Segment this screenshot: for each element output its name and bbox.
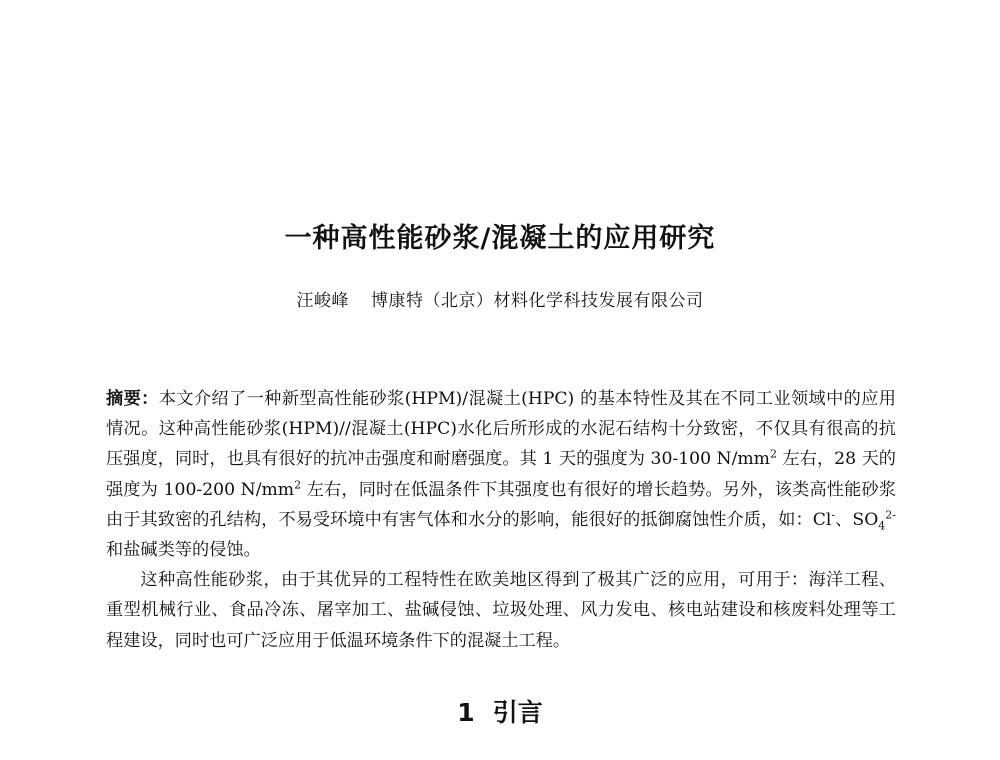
section-title: 引言 (492, 698, 543, 727)
subscript: 4 (878, 519, 886, 533)
abstract-text: 左右，同时在低温条件下其强度也有很好的增长趋势。另外，该类高性能砂浆由于其致密的孔结构，不易受环境中有害气体和水分的影响，能很好的抵御腐蚀性介质，如：Cl (106, 479, 897, 530)
superscript: 2 (294, 477, 302, 491)
abstract-label: 摘要： (106, 389, 159, 409)
superscript: - (831, 508, 836, 522)
abstract-paragraph-2: 这种高性能砂浆，由于其优异的工程特性在欧美地区得到了极其广泛的应用，可用于：海洋工程、重型机械行业、食品冷冻、屠宰加工、盐碱侵蚀、垃圾处理、风力发电、核电站建设和核废料处理等工程建设，同时也可广泛应用于低温环境条件下的混凝土工程。 (106, 570, 896, 651)
byline (0, 286, 1000, 311)
abstract-text: 、SO (835, 509, 879, 530)
abstract-paragraph-1 (106, 384, 896, 565)
section-number: 1 (457, 698, 475, 727)
author-name: 汪峻峰 (296, 291, 349, 311)
superscript: 2- (885, 508, 896, 522)
superscript: 2 (769, 447, 777, 461)
abstract-text: 左右，28 天的强度为 100-200 N/mm (106, 449, 896, 500)
abstract (106, 384, 896, 656)
abstract-text: 和盐碱类等的侵蚀。 (106, 540, 261, 561)
section-heading (0, 693, 1000, 729)
abstract-text: 本文介绍了一种新型高性能砂浆(HPM)/混凝土(HPC) 的基本特性及其在不同工业领域中的应用情况。这种高性能砂浆(HPM)//混凝土(HPC)水化后所形成的水泥石结构十分致密，不仅具有很高的抗压强度，同时，也具有很好的抗冲击强度和耐磨强度。其 1 天的强度为 30-100 N/mm (106, 389, 896, 470)
paper-title: 一种高性能砂浆/混凝土的应用研究 (284, 223, 716, 254)
author-affiliation: 博康特（北京）材料化学科技发展有限公司 (371, 291, 704, 311)
